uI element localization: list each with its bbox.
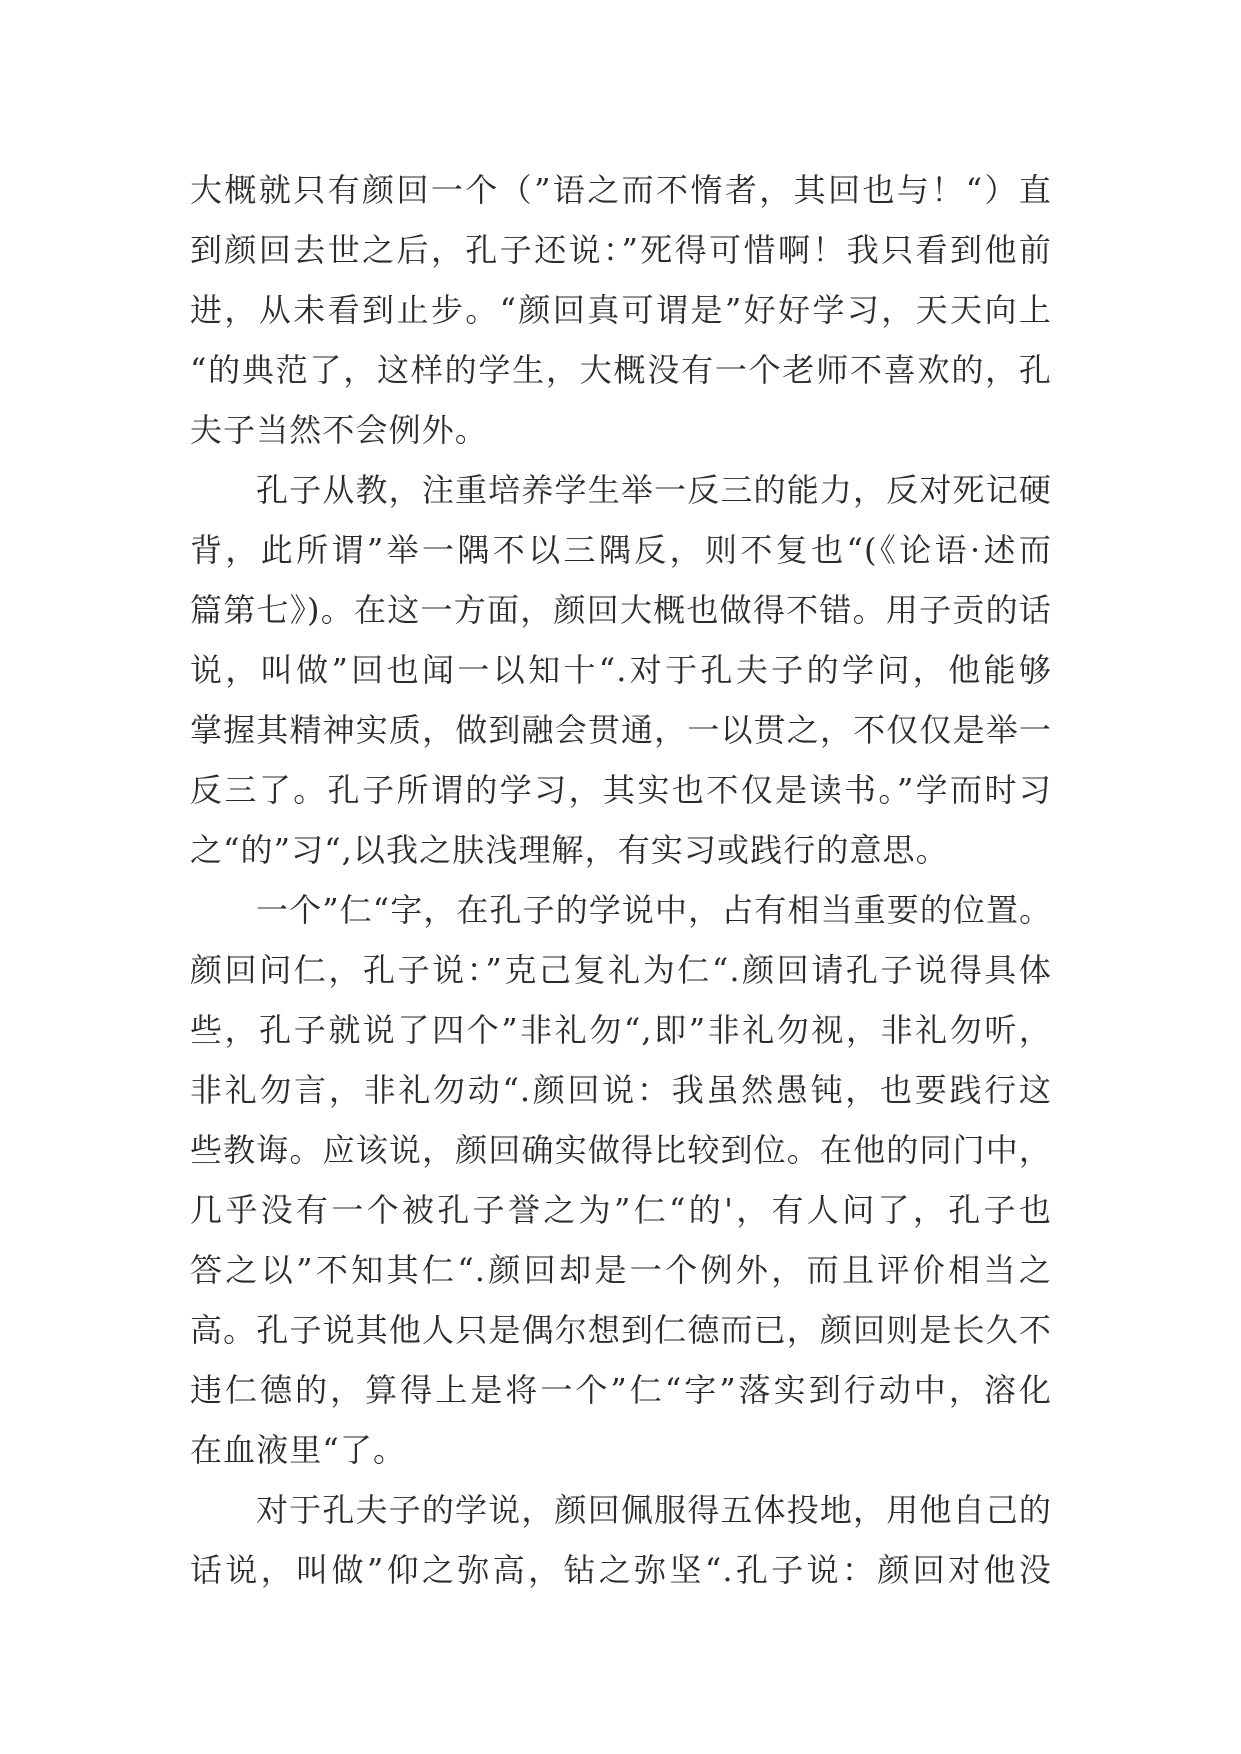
text-line: 在血液里“了。 [190,1431,407,1469]
text-line: 进，从未看到止步。“颜回真可谓是”好好学习，天天向上 [190,291,1052,329]
text-line: 话说，叫做”仰之弥高，钻之弥坚“.孔子说：颜回对他没 [190,1551,1052,1589]
text-line: 背，此所谓”举一隅不以三隅反，则不复也“(《论语·述而 [190,531,1052,569]
text-line: 几乎没有一个被孔子誉之为”仁“的'，有人问了，孔子也 [190,1191,1052,1229]
text-line: “的典范了，这样的学生，大概没有一个老师不喜欢的，孔 [190,351,1052,389]
text-line: 到颜回去世之后，孔子还说：”死得可惜啊！我只看到他前 [190,231,1052,269]
paragraph-2 [190,460,1052,880]
text-line: 孔子从教，注重培养学生举一反三的能力，反对死记硬 [256,471,1052,509]
text-line: 之“的”习“,以我之肤浅理解，有实习或践行的意思。 [190,831,949,869]
text-line: 些，孔子就说了四个”非礼勿“,即”非礼勿视，非礼勿听， [190,1011,1052,1049]
text-line: 对于孔夫子的学说，颜回佩服得五体投地，用他自己的 [256,1491,1052,1529]
text-line: 些教诲。应该说，颜回确实做得比较到位。在他的同门中， [190,1131,1052,1169]
text-line: 篇第七》)。在这一方面，颜回大概也做得不错。用子贡的话 [190,591,1052,629]
text-line: 答之以”不知其仁“.颜回却是一个例外，而且评价相当之 [190,1251,1052,1289]
paragraph-3 [190,880,1052,1480]
paragraph-1 [190,160,1052,460]
text-line: 反三了。孔子所谓的学习，其实也不仅是读书。”学而时习 [190,771,1052,809]
text-line: 违仁德的，算得上是将一个”仁“字”落实到行动中，溶化 [190,1371,1052,1409]
text-line: 一个”仁“字，在孔子的学说中，占有相当重要的位置。 [256,891,1053,929]
text-line: 大概就只有颜回一个（”语之而不惰者，其回也与！“）直 [190,171,1052,209]
text-line: 非礼勿言，非礼勿动“.颜回说：我虽然愚钝，也要践行这 [190,1071,1052,1109]
text-line: 说，叫做”回也闻一以知十“.对于孔夫子的学问，他能够 [190,651,1052,689]
text-line: 颜回问仁，孔子说：”克己复礼为仁“.颜回请孔子说得具体 [190,951,1052,989]
text-line: 掌握其精神实质，做到融会贯通，一以贯之，不仅仅是举一 [190,711,1052,749]
paragraph-4 [190,1480,1052,1600]
text-line: 夫子当然不会例外。 [190,411,488,449]
document-page [190,160,1052,1600]
text-line: 高。孔子说其他人只是偶尔想到仁德而已，颜回则是长久不 [190,1311,1052,1349]
